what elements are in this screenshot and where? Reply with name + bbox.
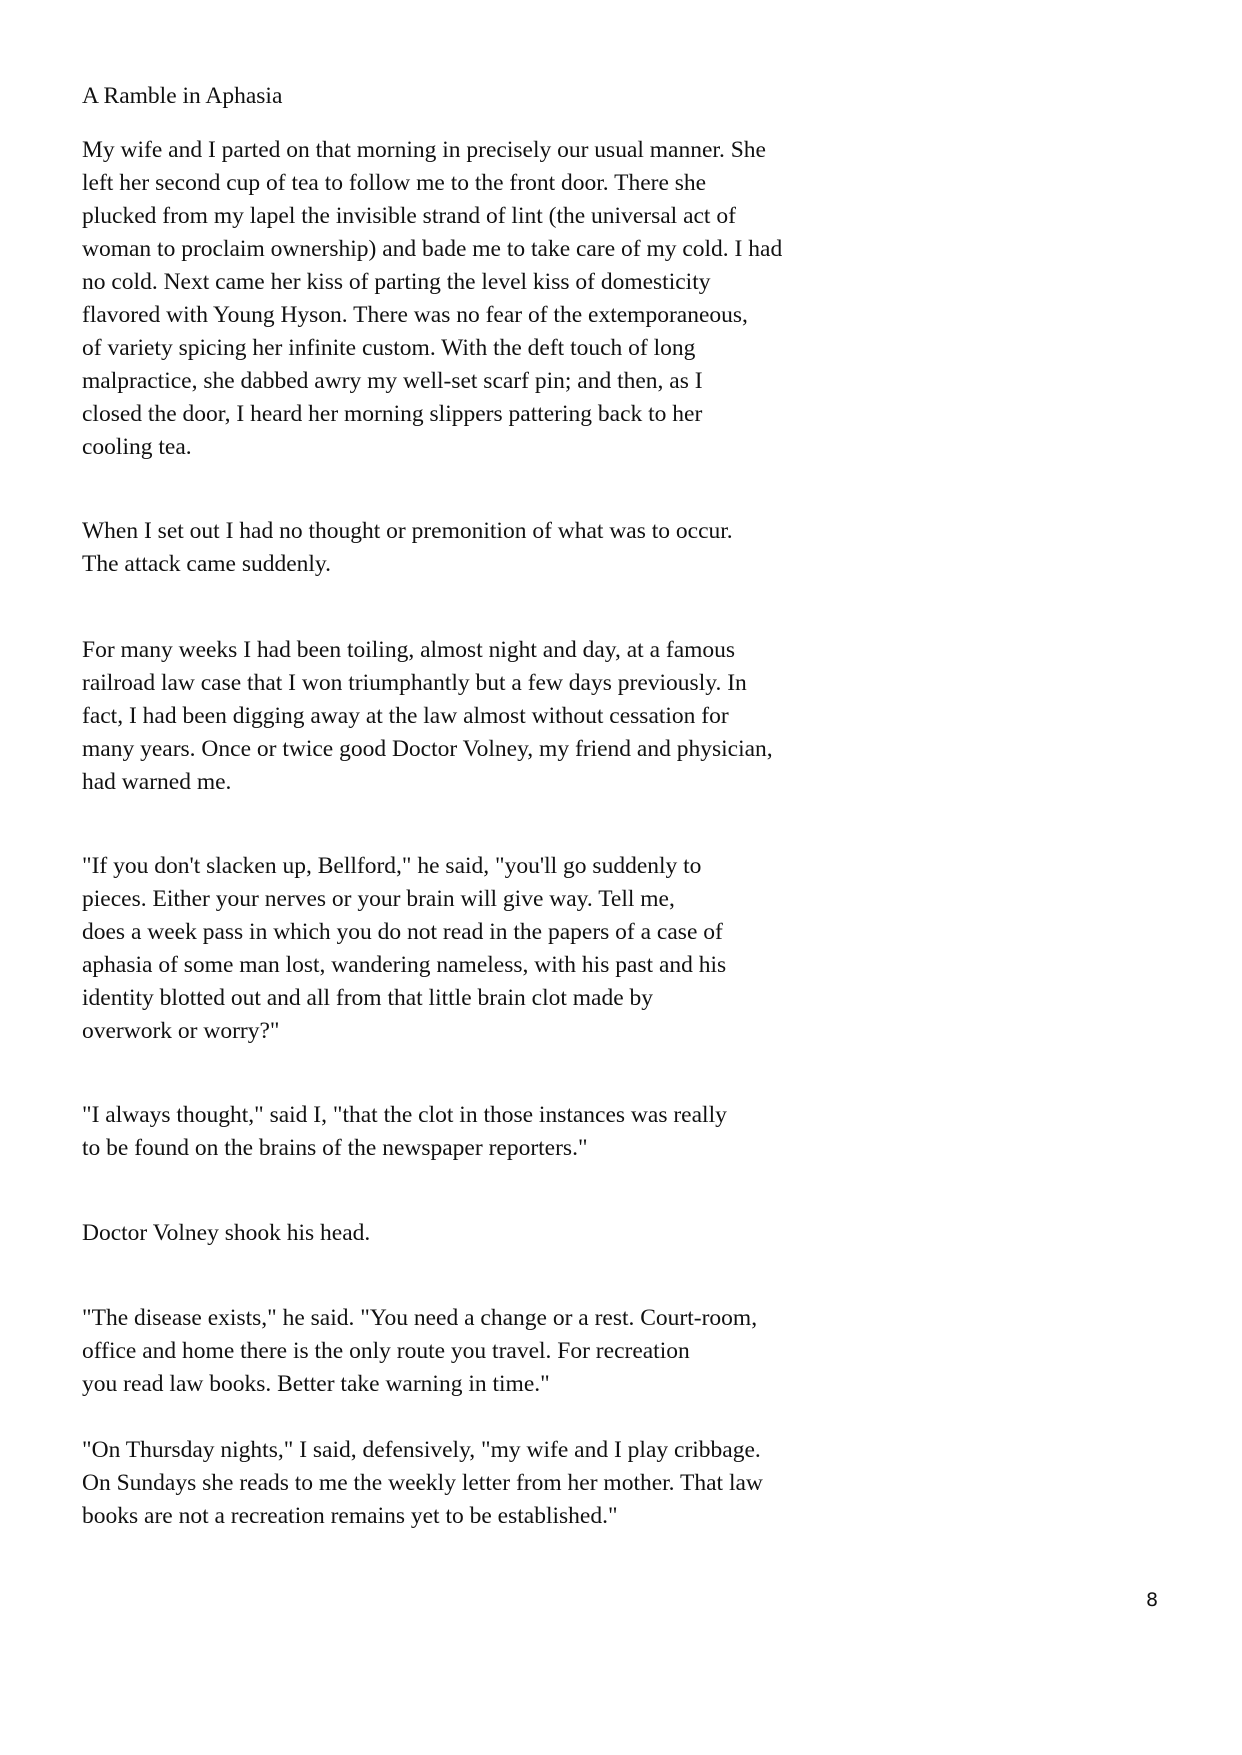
paragraph-line: closed the door, I heard her morning slippers pattering back to her [82, 401, 703, 427]
paragraph-8 [82, 1434, 842, 1533]
paragraph-2 [82, 515, 842, 581]
paragraph-line: When I set out I had no thought or premonition of what was to occur. [82, 518, 733, 544]
document-title: A Ramble in Aphasia [82, 83, 283, 109]
paragraph-line: fact, I had been digging away at the law almost without cessation for [82, 703, 729, 729]
paragraph-line: does a week pass in which you do not read in the papers of a case of [82, 919, 723, 945]
paragraph-line: to be found on the brains of the newspaper reporters." [82, 1135, 588, 1161]
paragraph-7 [82, 1302, 842, 1401]
paragraph-line: had warned me. [82, 769, 232, 795]
paragraph-line: "The disease exists," he said. "You need a change or a rest. Court-room, [82, 1305, 758, 1331]
paragraph-1 [82, 134, 842, 464]
paragraph-line: of variety spicing her infinite custom. With the deft touch of long [82, 335, 696, 361]
paragraph-4 [82, 850, 842, 1048]
paragraph-6 [82, 1217, 842, 1250]
paragraph-line: cooling tea. [82, 434, 192, 460]
paragraph-line: no cold. Next came her kiss of parting the level kiss of domesticity [82, 269, 711, 295]
paragraph-3 [82, 634, 842, 799]
paragraph-line: My wife and I parted on that morning in precisely our usual manner. She [82, 137, 766, 163]
paragraph-line: Doctor Volney shook his head. [82, 1220, 371, 1246]
paragraph-line: many years. Once or twice good Doctor Volney, my friend and physician, [82, 736, 773, 762]
paragraph-line: For many weeks I had been toiling, almost night and day, at a famous [82, 637, 736, 663]
paragraph-line: "On Thursday nights," I said, defensively, "my wife and I play cribbage. [82, 1437, 761, 1463]
paragraph-line: The attack came suddenly. [82, 551, 332, 577]
paragraph-line: overwork or worry?" [82, 1018, 280, 1044]
paragraph-line: pieces. Either your nerves or your brain will give way. Tell me, [82, 886, 675, 912]
paragraph-line: books are not a recreation remains yet to be established." [82, 1503, 618, 1529]
paragraph-line: you read law books. Better take warning in time." [82, 1371, 550, 1397]
paragraph-line: flavored with Young Hyson. There was no fear of the extemporaneous, [82, 302, 748, 328]
page-number: 8 [1146, 1589, 1159, 1611]
paragraph-line: identity blotted out and all from that little brain clot made by [82, 985, 654, 1011]
paragraph-line: "I always thought," said I, "that the clot in those instances was really [82, 1102, 727, 1128]
paragraph-line: office and home there is the only route you travel. For recreation [82, 1338, 690, 1364]
paragraph-5 [82, 1099, 842, 1165]
paragraph-line: malpractice, she dabbed awry my well-set scarf pin; and then, as I [82, 368, 703, 394]
paragraph-line: aphasia of some man lost, wandering nameless, with his past and his [82, 952, 727, 978]
paragraph-line: "If you don't slacken up, Bellford," he said, "you'll go suddenly to [82, 853, 702, 879]
paragraph-line: On Sundays she reads to me the weekly letter from her mother. That law [82, 1470, 763, 1496]
paragraph-line: woman to proclaim ownership) and bade me to take care of my cold. I had [82, 236, 783, 262]
paragraph-line: left her second cup of tea to follow me to the front door. There she [82, 170, 707, 196]
paragraph-line: plucked from my lapel the invisible strand of lint (the universal act of [82, 203, 736, 229]
paragraph-line: railroad law case that I won triumphantly but a few days previously. In [82, 670, 747, 696]
